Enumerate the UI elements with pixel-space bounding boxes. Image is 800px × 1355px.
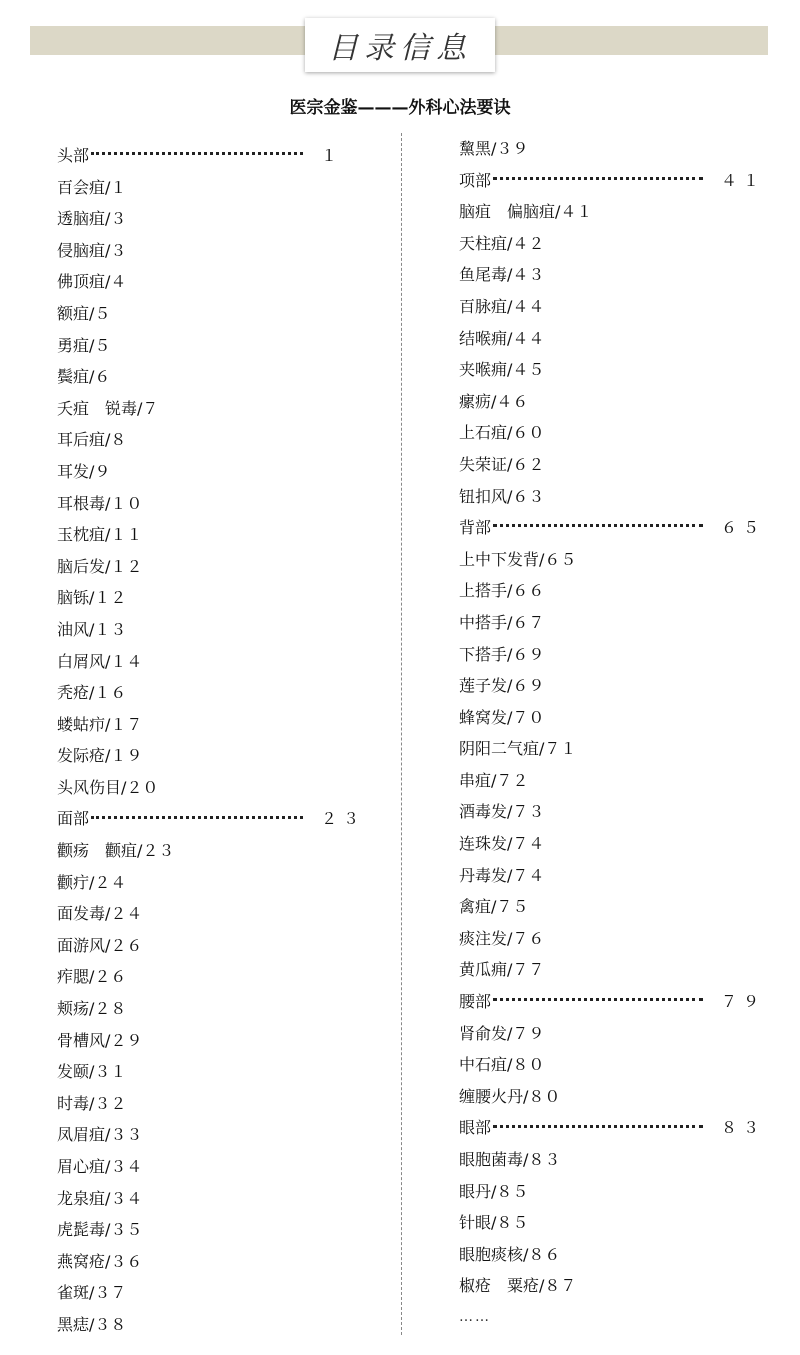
toc-item[interactable]: 夭疽 锐毒/７ — [57, 398, 159, 418]
section-page-number: ４１ — [721, 170, 766, 190]
toc-item[interactable]: 蜂窝发/７０ — [459, 707, 545, 727]
toc-item[interactable]: 串疽/７２ — [459, 770, 529, 790]
dot-leader — [493, 524, 703, 527]
toc-item[interactable]: 白屑风/１４ — [57, 651, 143, 671]
toc-item[interactable]: 下搭手/６９ — [459, 644, 545, 664]
section-name: 眼部 — [459, 1118, 492, 1138]
dot-leader — [493, 1125, 703, 1128]
toc-continuation: …… — [459, 1308, 491, 1325]
toc-item[interactable]: 鱼尾毒/４３ — [459, 265, 545, 285]
toc-section-heading[interactable] — [459, 512, 766, 544]
section-page-number: ７９ — [721, 992, 766, 1012]
toc-item[interactable]: 上搭手/６６ — [459, 581, 545, 601]
toc-item[interactable]: 眼丹/８５ — [459, 1181, 529, 1201]
toc-item[interactable]: 蝼蛄疖/１７ — [57, 714, 143, 734]
toc-item[interactable]: 眼胞痰核/８６ — [459, 1244, 561, 1264]
toc-item[interactable]: 夹喉痈/４５ — [459, 360, 545, 380]
toc-item[interactable]: 上石疽/６０ — [459, 423, 545, 443]
toc-item[interactable]: 莲子发/６９ — [459, 676, 545, 696]
toc-section-heading[interactable] — [57, 140, 347, 172]
toc-right-column — [459, 133, 766, 1334]
toc-item[interactable]: 耳后疽/８ — [57, 430, 127, 450]
toc-section-heading[interactable] — [459, 165, 766, 197]
toc-item[interactable]: 脑铄/１２ — [57, 588, 127, 608]
toc-item[interactable]: 眼胞菌毒/８３ — [459, 1150, 561, 1169]
toc-item[interactable]: 瘰疬/４６ — [459, 391, 529, 411]
toc-item[interactable]: 脑疽 偏脑疽/４１ — [459, 202, 593, 222]
dot-leader — [493, 177, 703, 180]
toc-item[interactable]: 发际疮/１９ — [57, 746, 143, 766]
toc-item[interactable]: 颧疔/２４ — [57, 872, 127, 892]
dot-leader — [91, 152, 303, 155]
toc-item[interactable]: 缠腰火丹/８０ — [459, 1086, 561, 1106]
section-page-number: ８３ — [721, 1118, 766, 1138]
section-name: 面部 — [57, 809, 90, 829]
section-name: 背部 — [459, 518, 492, 538]
toc-item[interactable]: 颧疡 颧疽/２３ — [57, 841, 175, 861]
toc-section-heading[interactable] — [459, 1112, 766, 1144]
toc-item[interactable]: 面游风/２６ — [57, 935, 143, 955]
toc-item[interactable]: 黑痣/３８ — [57, 1314, 127, 1334]
toc-item[interactable]: 脑后发/１２ — [57, 556, 143, 576]
toc-item[interactable]: 耳根毒/１０ — [57, 493, 143, 513]
toc-item[interactable]: 丹毒发/７４ — [459, 865, 545, 885]
toc-item[interactable]: 中石疽/８０ — [459, 1055, 545, 1075]
toc-item[interactable]: 凤眉疽/３３ — [57, 1125, 143, 1145]
toc-item[interactable]: 龙泉疽/３４ — [57, 1188, 143, 1208]
book-title: 医宗金鉴———外科心法要诀 — [289, 98, 511, 118]
toc-item[interactable]: 时毒/３２ — [57, 1093, 127, 1113]
toc-item[interactable]: 黧黑/３９ — [459, 139, 529, 158]
toc-item[interactable]: 针眼/８５ — [459, 1213, 529, 1233]
toc-item[interactable]: 连珠发/７４ — [459, 834, 545, 854]
toc-item[interactable]: 结喉痈/４４ — [459, 328, 545, 348]
toc-item[interactable]: 肾俞发/７９ — [459, 1023, 545, 1043]
toc-item[interactable]: 耳发/９ — [57, 461, 111, 481]
toc-item[interactable]: 勇疽/５ — [57, 335, 111, 355]
toc-item[interactable]: 失荣证/６２ — [459, 454, 545, 474]
toc-item[interactable]: 侵脑疽/３ — [57, 240, 127, 260]
toc-item[interactable]: 燕窝疮/３６ — [57, 1251, 143, 1271]
toc-item[interactable]: 中搭手/６７ — [459, 612, 545, 632]
toc-item[interactable]: 鬓疽/６ — [57, 367, 111, 387]
section-name: 项部 — [459, 170, 492, 190]
toc-item[interactable]: 阴阳二气疽/７１ — [459, 739, 577, 759]
toc-item[interactable]: 百会疽/１ — [57, 177, 127, 197]
toc-item[interactable]: 上中下发背/６５ — [459, 549, 577, 569]
toc-item[interactable]: 秃疮/１６ — [57, 683, 127, 703]
toc-left-column — [57, 140, 366, 1341]
toc-item[interactable]: 额疽/５ — [57, 303, 111, 323]
section-name: 腰部 — [459, 992, 492, 1012]
toc-item[interactable]: 酒毒发/７３ — [459, 802, 545, 822]
toc-section-heading[interactable] — [57, 803, 366, 835]
section-page-number: １ — [321, 146, 344, 165]
section-page-number: ６５ — [721, 518, 766, 538]
toc-item[interactable]: 雀斑/３７ — [57, 1283, 127, 1303]
dot-leader — [493, 998, 703, 1001]
toc-item[interactable]: 禽疽/７５ — [459, 897, 529, 917]
toc-item[interactable]: 颊疡/２８ — [57, 999, 127, 1019]
toc-item[interactable]: 玉枕疽/１１ — [57, 525, 143, 545]
toc-section-heading[interactable] — [459, 986, 766, 1018]
toc-item[interactable]: 头风伤目/２０ — [57, 777, 159, 797]
section-name: 头部 — [57, 146, 90, 165]
toc-item[interactable]: 骨槽风/２９ — [57, 1030, 143, 1050]
toc-item[interactable]: 椒疮 粟疮/８７ — [459, 1276, 577, 1296]
toc-item[interactable]: 百脉疽/４４ — [459, 296, 545, 316]
toc-item[interactable]: 佛顶疽/４ — [57, 272, 127, 292]
toc-item[interactable]: 发颐/３１ — [57, 1062, 127, 1082]
toc-item[interactable]: 痰注发/７６ — [459, 928, 545, 948]
toc-item[interactable]: 天柱疽/４２ — [459, 233, 545, 253]
toc-item[interactable]: 黄瓜痈/７７ — [459, 960, 545, 980]
section-page-number: ２３ — [321, 809, 366, 829]
column-divider — [401, 133, 402, 1335]
dot-leader — [91, 816, 303, 819]
toc-item[interactable]: 面发毒/２４ — [57, 904, 143, 924]
toc-item[interactable]: 虎髭毒/３５ — [57, 1220, 143, 1240]
toc-item[interactable]: 痄腮/２６ — [57, 967, 127, 987]
banner-title: 目录信息 — [305, 18, 495, 72]
toc-item[interactable]: 钮扣风/６３ — [459, 486, 545, 506]
toc-item[interactable]: 透脑疽/３ — [57, 209, 127, 229]
toc-item[interactable]: 眉心疽/３４ — [57, 1157, 143, 1176]
toc-item[interactable]: 油风/１３ — [57, 619, 127, 639]
